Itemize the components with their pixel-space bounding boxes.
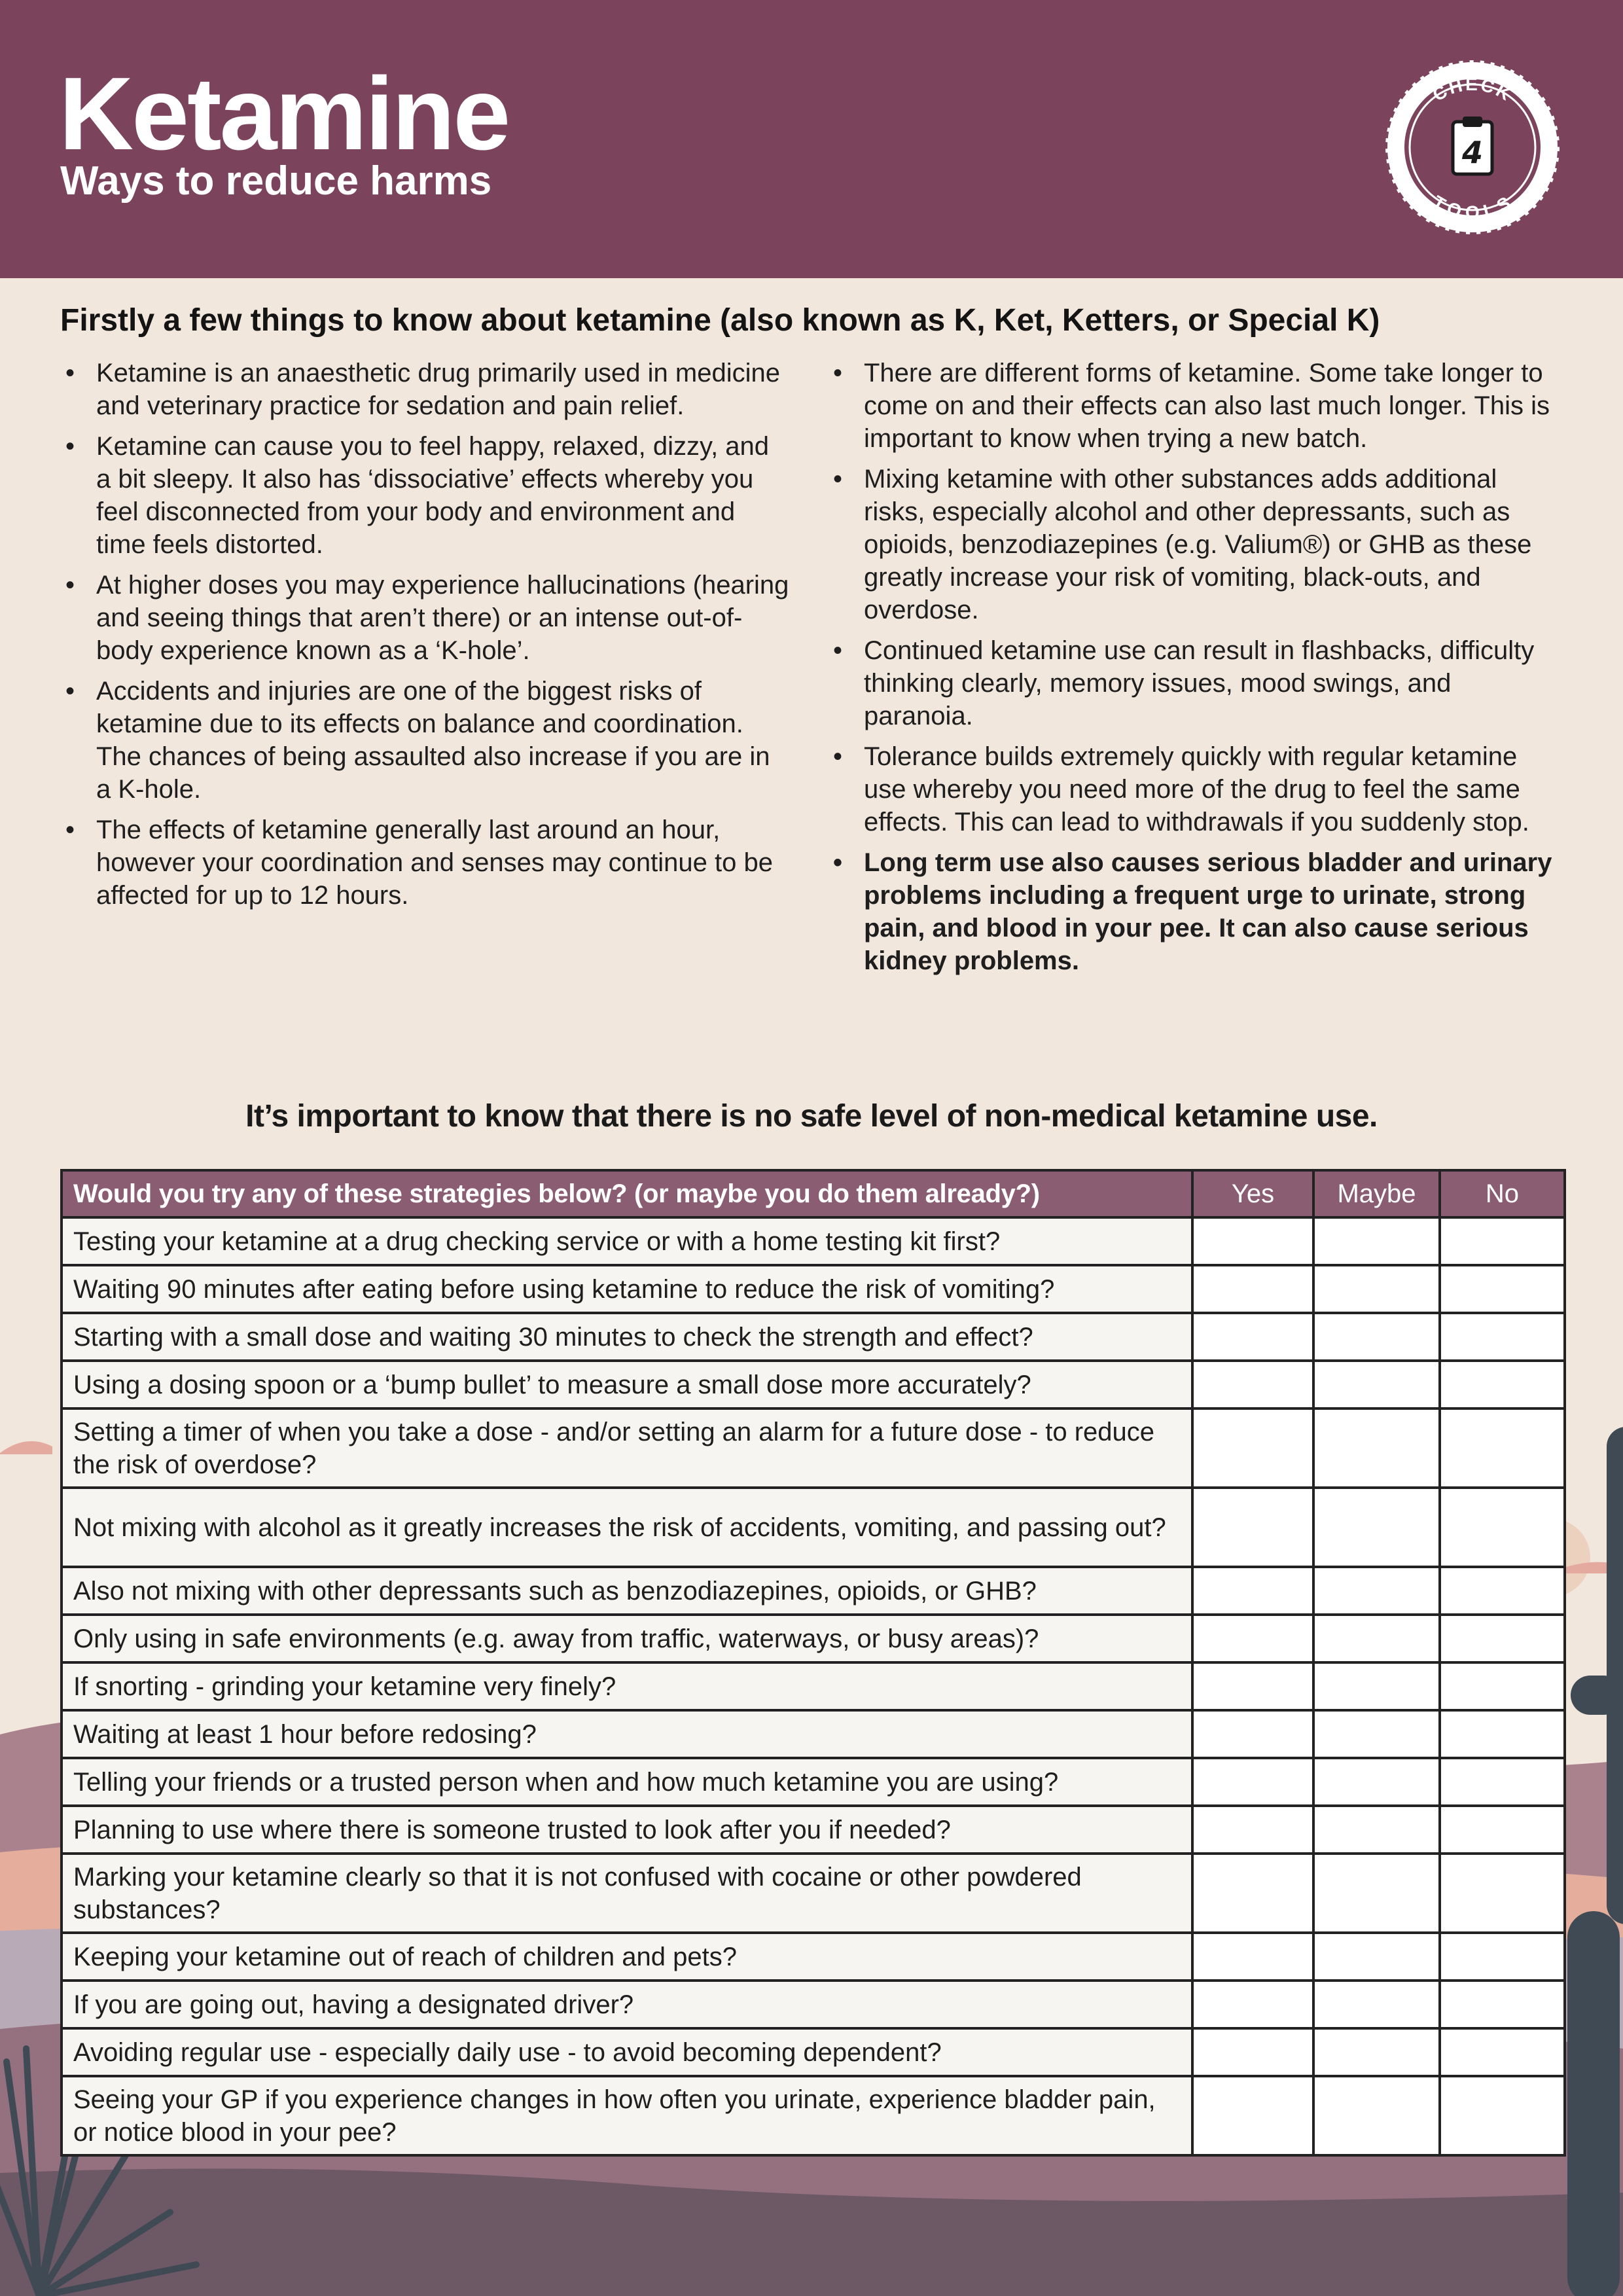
list-item: • At higher doses you may experience hallucinations (hearing and seeing things that aren’t there) or an intense out-of-body experience known as a ‘K-hole’. bbox=[60, 569, 790, 667]
table-header-question: Would you try any of these strategies below? (or maybe you do them already?) bbox=[62, 1170, 1192, 1217]
answer-maybe-cell[interactable] bbox=[1313, 1488, 1440, 1567]
strategy-question: Setting a timer of when you take a dose - and/or setting an alarm for a future dose - to reduce the risk of overdose? bbox=[62, 1408, 1192, 1488]
table-row bbox=[62, 2076, 1565, 2155]
strategy-question: Waiting at least 1 hour before redosing? bbox=[62, 1710, 1192, 1758]
answer-maybe-cell[interactable] bbox=[1313, 1710, 1440, 1758]
answer-maybe-cell[interactable] bbox=[1313, 1615, 1440, 1662]
answer-yes-cell[interactable] bbox=[1192, 1981, 1313, 2028]
table-row bbox=[62, 1806, 1565, 1854]
answer-yes-cell[interactable] bbox=[1192, 2028, 1313, 2076]
strategy-question: Not mixing with alcohol as it greatly increases the risk of accidents, vomiting, and passing out? bbox=[62, 1488, 1192, 1567]
table-row bbox=[62, 1488, 1565, 1567]
answer-no-cell[interactable] bbox=[1440, 1933, 1565, 1981]
answer-maybe-cell[interactable] bbox=[1313, 1408, 1440, 1488]
strategy-question: Keeping your ketamine out of reach of children and pets? bbox=[62, 1933, 1192, 1981]
list-item: • The effects of ketamine generally last around an hour, however your coordination and senses may continue to be affected for up to 12 hours. bbox=[60, 814, 790, 912]
strategy-question: Only using in safe environments (e.g. away from traffic, waterways, or busy areas)? bbox=[62, 1615, 1192, 1662]
column-header-no: No bbox=[1440, 1170, 1565, 1217]
strategy-question: Avoiding regular use - especially daily use - to avoid becoming dependent? bbox=[62, 2028, 1192, 2076]
answer-no-cell[interactable] bbox=[1440, 1313, 1565, 1361]
answer-no-cell[interactable] bbox=[1440, 2028, 1565, 2076]
list-item: • Mixing ketamine with other substances adds additional risks, especially alcohol and other depressants, such as opioids, benzodiazepines (e.g. Valium®) or GHB as these greatly increase your risk of vomiting, black-outs, and overdose. bbox=[828, 463, 1564, 626]
table-row bbox=[62, 1662, 1565, 1710]
table-header-row bbox=[62, 1170, 1565, 1217]
answer-yes-cell[interactable] bbox=[1192, 1662, 1313, 1710]
answer-no-cell[interactable] bbox=[1440, 1981, 1565, 2028]
answer-no-cell[interactable] bbox=[1440, 1615, 1565, 1662]
answer-yes-cell[interactable] bbox=[1192, 2076, 1313, 2155]
badge-top-text: CHECK bbox=[1429, 74, 1516, 105]
answer-no-cell[interactable] bbox=[1440, 1361, 1565, 1408]
answer-yes-cell[interactable] bbox=[1192, 1361, 1313, 1408]
list-item: • Ketamine can cause you to feel happy, relaxed, dizzy, and a bit sleepy. It also has ‘dissociative’ effects whereby you feel disconnected from your body and environment and time feels distorted. bbox=[60, 430, 790, 561]
answer-yes-cell[interactable] bbox=[1192, 1854, 1313, 1933]
strategy-question: Planning to use where there is someone trusted to look after you if needed? bbox=[62, 1806, 1192, 1854]
table-row bbox=[62, 1854, 1565, 1933]
answer-yes-cell[interactable] bbox=[1192, 1933, 1313, 1981]
answer-maybe-cell[interactable] bbox=[1313, 1662, 1440, 1710]
list-item: • Ketamine is an anaesthetic drug primarily used in medicine and veterinary practice for sedation and pain relief. bbox=[60, 357, 790, 422]
answer-yes-cell[interactable] bbox=[1192, 1567, 1313, 1615]
column-header-yes: Yes bbox=[1192, 1170, 1313, 1217]
strategy-question: Marking your ketamine clearly so that it is not confused with cocaine or other powdered substances? bbox=[62, 1854, 1192, 1933]
answer-maybe-cell[interactable] bbox=[1313, 1361, 1440, 1408]
answer-maybe-cell[interactable] bbox=[1313, 1265, 1440, 1313]
list-item: • Accidents and injuries are one of the biggest risks of ketamine due to its effects on balance and coordination. The chances of being assaulted also increase if you are in a K-hole. bbox=[60, 675, 790, 806]
check-4-tools-logo bbox=[1384, 59, 1561, 236]
answer-no-cell[interactable] bbox=[1440, 1662, 1565, 1710]
strategies-table bbox=[60, 1169, 1566, 2157]
table-row bbox=[62, 1217, 1565, 1265]
table-row bbox=[62, 1710, 1565, 1758]
answer-maybe-cell[interactable] bbox=[1313, 2076, 1440, 2155]
strategy-question: If you are going out, having a designated driver? bbox=[62, 1981, 1192, 2028]
strategy-question: Seeing your GP if you experience changes in how often you urinate, experience bladder pain, or notice blood in your pee? bbox=[62, 2076, 1192, 2155]
table-row bbox=[62, 2028, 1565, 2076]
table-row bbox=[62, 1408, 1565, 1488]
column-header-maybe: Maybe bbox=[1313, 1170, 1440, 1217]
intro-heading: Firstly a few things to know about ketamine (also known as K, Ket, Ketters, or Special K) bbox=[60, 303, 1380, 338]
answer-yes-cell[interactable] bbox=[1192, 1710, 1313, 1758]
answer-yes-cell[interactable] bbox=[1192, 1313, 1313, 1361]
table-row bbox=[62, 1615, 1565, 1662]
answer-no-cell[interactable] bbox=[1440, 1806, 1565, 1854]
page-title: Ketamine bbox=[59, 56, 509, 171]
answer-maybe-cell[interactable] bbox=[1313, 1217, 1440, 1265]
table-row bbox=[62, 1933, 1565, 1981]
answer-maybe-cell[interactable] bbox=[1313, 1567, 1440, 1615]
table-row bbox=[62, 1313, 1565, 1361]
table-row bbox=[62, 1758, 1565, 1806]
table-row bbox=[62, 1361, 1565, 1408]
list-item-warning: • Long term use also causes serious bladder and urinary problems including a frequent urge to urinate, strong pain, and blood in your pee. It can also cause serious kidney problems. bbox=[828, 846, 1564, 977]
answer-yes-cell[interactable] bbox=[1192, 1758, 1313, 1806]
cloud-left bbox=[0, 1441, 52, 1454]
answer-yes-cell[interactable] bbox=[1192, 1806, 1313, 1854]
answer-no-cell[interactable] bbox=[1440, 1408, 1565, 1488]
answer-no-cell[interactable] bbox=[1440, 1217, 1565, 1265]
answer-no-cell[interactable] bbox=[1440, 1854, 1565, 1933]
safety-notice: It’s important to know that there is no safe level of non-medical ketamine use. bbox=[245, 1099, 1378, 1134]
answer-yes-cell[interactable] bbox=[1192, 1615, 1313, 1662]
intro-list-right bbox=[828, 357, 1564, 985]
answer-maybe-cell[interactable] bbox=[1313, 1854, 1440, 1933]
page-subtitle: Ways to reduce harms bbox=[60, 158, 492, 204]
list-item: • Tolerance builds extremely quickly with regular ketamine use whereby you need more of the drug to feel the same effects. This can lead to withdrawals if you suddenly stop. bbox=[828, 740, 1564, 838]
badge-number: 4 bbox=[1461, 135, 1484, 170]
answer-yes-cell[interactable] bbox=[1192, 1217, 1313, 1265]
answer-maybe-cell[interactable] bbox=[1313, 1981, 1440, 2028]
list-item: • There are different forms of ketamine. Some take longer to come on and their effects can also last much longer. This is important to know when trying a new batch. bbox=[828, 357, 1564, 455]
intro-list-left bbox=[60, 357, 790, 920]
answer-maybe-cell[interactable] bbox=[1313, 1806, 1440, 1854]
answer-maybe-cell[interactable] bbox=[1313, 1758, 1440, 1806]
answer-maybe-cell[interactable] bbox=[1313, 1313, 1440, 1361]
answer-no-cell[interactable] bbox=[1440, 1488, 1565, 1567]
answer-no-cell[interactable] bbox=[1440, 1758, 1565, 1806]
answer-yes-cell[interactable] bbox=[1192, 1488, 1313, 1567]
answer-maybe-cell[interactable] bbox=[1313, 1933, 1440, 1981]
table-row bbox=[62, 1981, 1565, 2028]
answer-no-cell[interactable] bbox=[1440, 1265, 1565, 1313]
strategy-question: If snorting - grinding your ketamine very finely? bbox=[62, 1662, 1192, 1710]
list-item: • Continued ketamine use can result in flashbacks, difficulty thinking clearly, memory issues, mood swings, and paranoia. bbox=[828, 634, 1564, 732]
header-banner bbox=[0, 0, 1623, 278]
answer-no-cell[interactable] bbox=[1440, 2076, 1565, 2155]
table-row bbox=[62, 1265, 1565, 1313]
answer-yes-cell[interactable] bbox=[1192, 1408, 1313, 1488]
answer-maybe-cell[interactable] bbox=[1313, 2028, 1440, 2076]
strategy-question: Waiting 90 minutes after eating before using ketamine to reduce the risk of vomiting? bbox=[62, 1265, 1192, 1313]
strategy-question: Starting with a small dose and waiting 30 minutes to check the strength and effect? bbox=[62, 1313, 1192, 1361]
table-row bbox=[62, 1567, 1565, 1615]
strategy-question: Testing your ketamine at a drug checking service or with a home testing kit first? bbox=[62, 1217, 1192, 1265]
answer-yes-cell[interactable] bbox=[1192, 1265, 1313, 1313]
answer-no-cell[interactable] bbox=[1440, 1710, 1565, 1758]
badge-bottom-text: TOOLS bbox=[1429, 191, 1516, 223]
strategy-question: Also not mixing with other depressants such as benzodiazepines, opioids, or GHB? bbox=[62, 1567, 1192, 1615]
strategy-question: Using a dosing spoon or a ‘bump bullet’ to measure a small dose more accurately? bbox=[62, 1361, 1192, 1408]
strategy-question: Telling your friends or a trusted person when and how much ketamine you are using? bbox=[62, 1758, 1192, 1806]
answer-no-cell[interactable] bbox=[1440, 1567, 1565, 1615]
